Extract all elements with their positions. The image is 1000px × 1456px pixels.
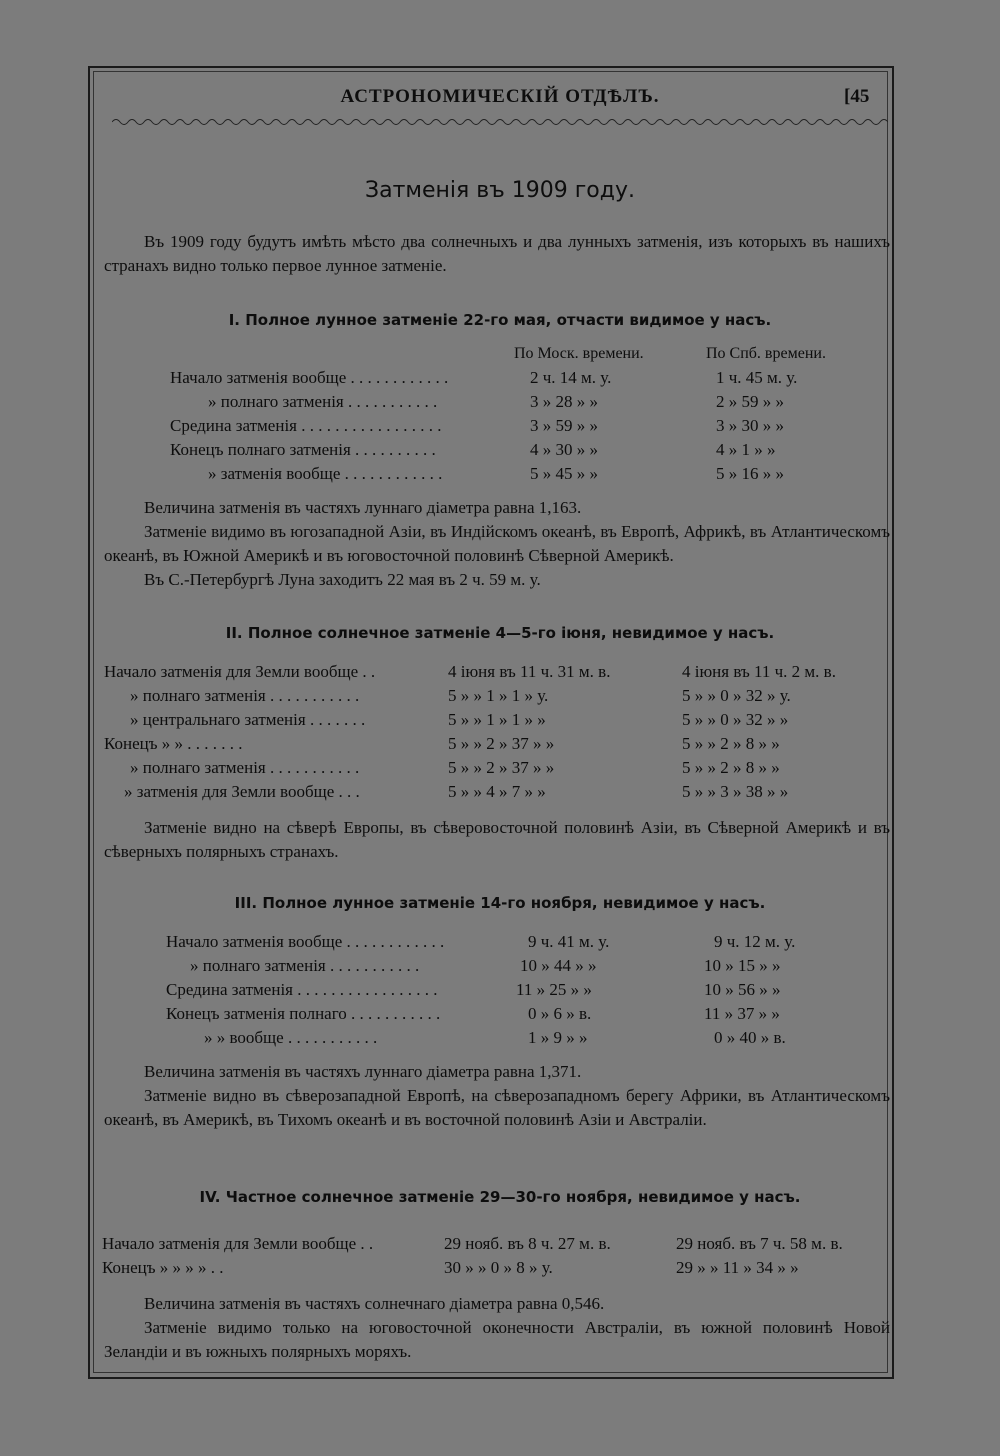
section2-row-a: 5 » » 1 » 1 » у. [448, 686, 549, 705]
section2-row-label: » полнаго затменія . . . . . . . . . . . [130, 686, 360, 705]
section2-row-b: 4 іюня въ 11 ч. 2 м. в. [682, 662, 836, 681]
section1-row-spb: 5 » 16 » » [716, 464, 784, 483]
section1-p2-text: Затменіе видимо въ югозападной Азіи, въ Индійскомъ океанѣ, въ Европѣ, Африкѣ, въ Атлантическомъ океанѣ, въ Южной Америкѣ и въ юговосточной половинѣ Сѣверной Америкѣ. [104, 522, 890, 565]
section4-row-b: 29 » » 11 » 34 » » [676, 1258, 799, 1277]
section3-row-msk: 11 » 25 » » [516, 980, 592, 999]
section1-p3-text: Въ С.-Петербургѣ Луна заходитъ 22 мая въ 2 ч. 59 м. у. [144, 570, 541, 589]
section1-row-label: Средина затменія . . . . . . . . . . . . . . . . . [170, 416, 442, 435]
section4-row-label: Начало затменія для Земли вообще . . [102, 1234, 374, 1253]
section1-col-spb: По Спб. времени. [706, 345, 826, 362]
section1-p1 [104, 496, 890, 520]
section3-row-msk: 9 ч. 41 м. у. [528, 932, 610, 951]
section3-row-spb: 10 » 56 » » [704, 980, 781, 999]
running-header: АСТРОНОМИЧЕСКІЙ ОТДѢЛЪ. [340, 86, 660, 107]
section2-row-a: 5 » » 2 » 37 » » [448, 734, 555, 753]
section2-p1 [104, 816, 890, 864]
section1-row-msk: 2 ч. 14 м. у. [530, 368, 612, 387]
section1-row-spb: 4 » 1 » » [716, 440, 776, 459]
section1-row-label: Начало затменія вообще . . . . . . . . . . . . [170, 368, 449, 387]
section1-row-spb: 1 ч. 45 м. у. [716, 368, 798, 387]
section1-row-msk: 5 » 45 » » [530, 464, 598, 483]
section4-p2 [104, 1316, 890, 1364]
section4-heading: IV. Частное солнечное затменіе 29—30-го ноября, невидимое у насъ. [199, 1188, 801, 1206]
section1-row-label: » полнаго затменія . . . . . . . . . . . [208, 392, 438, 411]
section2-row-label: » полнаго затменія . . . . . . . . . . . [130, 758, 360, 777]
section2-row-a: 4 іюня въ 11 ч. 31 м. в. [448, 662, 611, 681]
section4-row-label: Конецъ » » » » . . [102, 1258, 224, 1277]
section3-row-spb: 11 » 37 » » [704, 1004, 780, 1023]
section3-row-label: » полнаго затменія . . . . . . . . . . . [190, 956, 420, 975]
section3-row-label: Средина затменія . . . . . . . . . . . . . . . . . [166, 980, 438, 999]
section1-heading: I. Полное лунное затменіе 22-го мая, отчасти видимое у насъ. [228, 311, 772, 329]
section3-row-spb: 9 ч. 12 м. у. [714, 932, 796, 951]
intro-paragraph [104, 230, 890, 278]
section1-row-spb: 3 » 30 » » [716, 416, 784, 435]
section3-row-spb: 10 » 15 » » [704, 956, 781, 975]
section3-row-spb: 0 » 40 » в. [714, 1028, 786, 1047]
section2-row-b: 5 » » 0 » 32 » у. [682, 686, 791, 705]
section1-row-label: » затменія вообще . . . . . . . . . . . . [208, 464, 443, 483]
section2-row-b: 5 » » 2 » 8 » » [682, 734, 780, 753]
section2-row-b: 5 » » 3 » 38 » » [682, 782, 789, 801]
section2-row-label: Начало затменія для Земли вообще . . [104, 662, 376, 681]
section2-p1-text: Затменіе видно на сѣверѣ Европы, въ сѣверовосточной половинѣ Азіи, въ Сѣверной Америкѣ и въ сѣверныхъ полярныхъ странахъ. [104, 818, 890, 861]
section4-p2-text: Затменіе видимо только на юговосточной оконечности Австраліи, въ южной половинѣ Новой Зеландіи и въ южныхъ полярныхъ моряхъ. [104, 1318, 890, 1361]
section3-p1-text: Величина затменія въ частяхъ луннаго діаметра равна 1,371. [144, 1062, 582, 1081]
section1-row-msk: 3 » 59 » » [530, 416, 598, 435]
section1-p3 [104, 568, 890, 592]
section4-row-a: 29 нояб. въ 8 ч. 27 м. в. [444, 1234, 611, 1253]
section2-row-label: » затменія для Земли вообще . . . [124, 782, 360, 801]
intro-text: Въ 1909 году будутъ имѣть мѣсто два солнечныхъ и два лунныхъ затменія, изъ которыхъ въ нашихъ странахъ видно только первое лунное затменіе. [104, 232, 890, 275]
section3-row-msk: 1 » 9 » » [528, 1028, 588, 1047]
section2-heading: II. Полное солнечное затменіе 4—5-го іюня, невидимое у насъ. [225, 624, 775, 642]
section4-row-b: 29 нояб. въ 7 ч. 58 м. в. [676, 1234, 843, 1253]
section1-p2 [104, 520, 890, 568]
section2-row-label: » центральнаго затменія . . . . . . . [130, 710, 366, 729]
section3-row-label: Конецъ затменія полнаго . . . . . . . . . . . [166, 1004, 441, 1023]
section4-row-a: 30 » » 0 » 8 » у. [444, 1258, 553, 1277]
section1-col-moscow: По Моск. времени. [514, 345, 644, 362]
section2-row-a: 5 » » 4 » 7 » » [448, 782, 546, 801]
section4-p1-text: Величина затменія въ частяхъ солнечнаго діаметра равна 0,546. [144, 1294, 605, 1313]
section2-row-a: 5 » » 1 » 1 » » [448, 710, 546, 729]
section3-heading: III. Полное лунное затменіе 14-го ноября, невидимое у насъ. [234, 894, 766, 912]
section1-row-msk: 3 » 28 » » [530, 392, 598, 411]
section1-row-label: Конецъ полнаго затменія . . . . . . . . . . [170, 440, 436, 459]
section3-row-label: » » вообще . . . . . . . . . . . [204, 1028, 378, 1047]
decorative-wavy-rule [112, 116, 888, 128]
section1-row-msk: 4 » 30 » » [530, 440, 598, 459]
section3-row-msk: 10 » 44 » » [520, 956, 597, 975]
section2-row-b: 5 » » 2 » 8 » » [682, 758, 780, 777]
section2-row-a: 5 » » 2 » 37 » » [448, 758, 555, 777]
section3-p1 [104, 1060, 890, 1084]
section3-p2 [104, 1084, 890, 1132]
section2-row-label: Конецъ » » . . . . . . . [104, 734, 243, 753]
section3-row-msk: 0 » 6 » в. [528, 1004, 592, 1023]
section1-p1-text: Величина затменія въ частяхъ луннаго діаметра равна 1,163. [144, 498, 582, 517]
page-number: [45 [844, 86, 870, 107]
section3-p2-text: Затменіе видно въ сѣверозападной Европѣ, на сѣверозападномъ берегу Африки, въ Атлантическомъ океанѣ, въ Америкѣ, въ Тихомъ океанѣ и въ восточной половинѣ Азіи и Австраліи. [104, 1086, 890, 1129]
section3-row-label: Начало затменія вообще . . . . . . . . . . . . [166, 932, 445, 951]
article-title: Затменія въ 1909 году. [365, 178, 635, 203]
section4-p1 [104, 1292, 890, 1316]
section1-row-spb: 2 » 59 » » [716, 392, 784, 411]
section2-row-b: 5 » » 0 » 32 » » [682, 710, 789, 729]
